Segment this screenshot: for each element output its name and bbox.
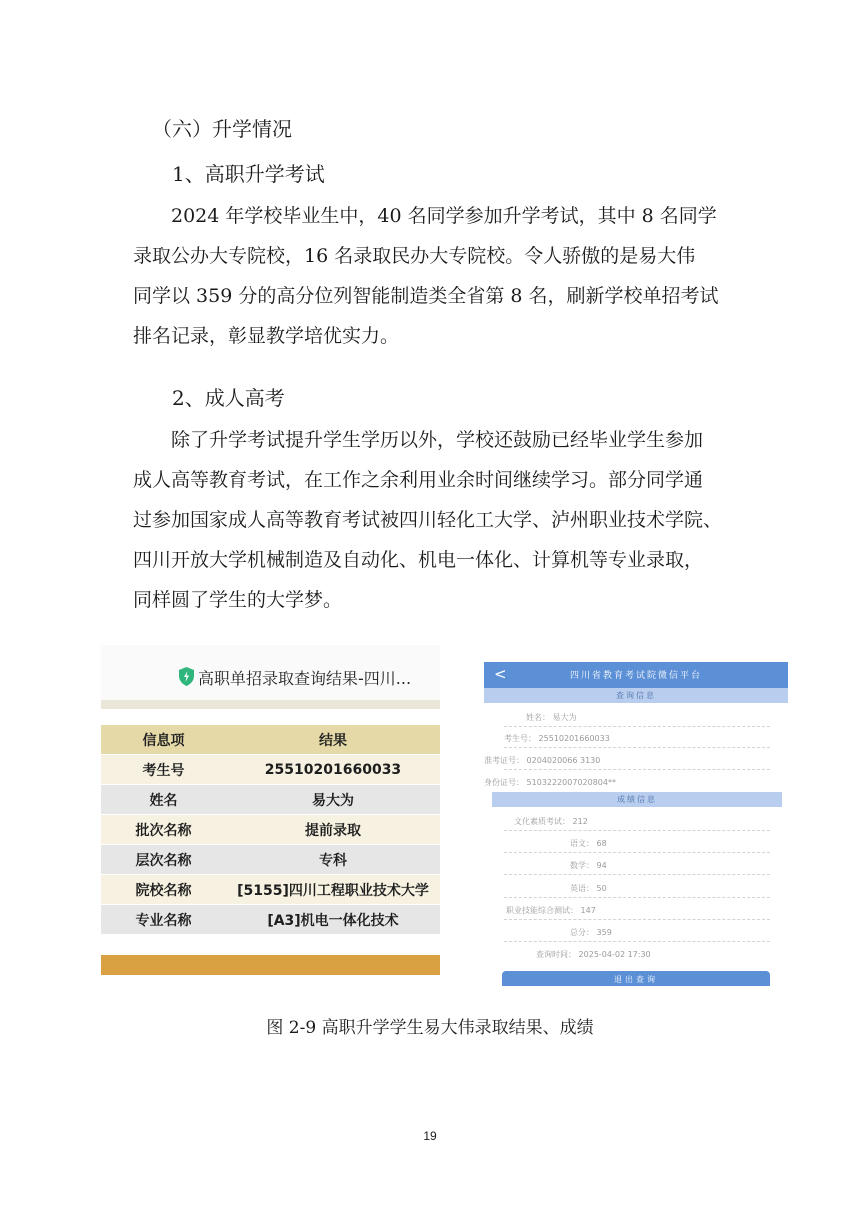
field-row	[504, 733, 610, 744]
shield-icon	[179, 667, 194, 686]
table-cell: [A3]机电一体化技术	[226, 905, 440, 935]
field-label: 文化素质考试：	[514, 817, 570, 826]
field-row	[570, 883, 607, 894]
field-value: 50	[596, 884, 607, 893]
field-value: 68	[596, 839, 607, 848]
field-label: 语文：	[570, 839, 594, 848]
table-row	[101, 785, 440, 815]
paragraph-line: 过参加国家成人高等教育考试被四川轻化工大学、泸州职业技术学院、	[133, 509, 723, 531]
screenshot-title-bar	[101, 645, 440, 700]
subsection-heading-2: 2、成人高考	[172, 386, 285, 410]
table-cell: 提前录取	[226, 815, 440, 845]
table-row	[101, 845, 440, 875]
field-row	[570, 860, 607, 871]
field-label: 考生号：	[504, 734, 536, 743]
score-section-header: 成绩信息	[492, 792, 782, 807]
table-header-cell: 结果	[226, 725, 440, 755]
section-heading: （六）升学情况	[152, 117, 292, 141]
field-row	[526, 712, 577, 723]
admission-table	[101, 725, 440, 935]
paragraph-line: 同样圆了学生的大学梦。	[133, 589, 343, 611]
admission-result-screenshot	[101, 645, 440, 978]
table-row	[101, 875, 440, 905]
paragraph-1	[133, 196, 743, 356]
table-cell: 层次名称	[101, 845, 226, 875]
field-value: 2025-04-02 17:30	[578, 950, 651, 959]
divider	[504, 852, 770, 853]
table-cell: 姓名	[101, 785, 226, 815]
divider	[504, 769, 770, 770]
field-value: 0204020066 3130	[526, 756, 601, 765]
divider	[504, 726, 770, 727]
paragraph-line: 2024 年学校毕业生中，40 名同学参加升学考试，其中 8 名同学	[171, 205, 717, 227]
field-label: 身份证号：	[484, 778, 524, 787]
field-label: 姓名：	[526, 713, 550, 722]
paragraph-line: 除了升学考试提升学生学历以外，学校还鼓励已经毕业学生参加	[171, 429, 704, 451]
field-row	[514, 816, 588, 827]
divider	[504, 874, 770, 875]
table-header-cell: 信息项	[101, 725, 226, 755]
field-value: 25510201660033	[538, 734, 610, 743]
field-value: 94	[596, 861, 607, 870]
field-row	[506, 905, 596, 916]
field-value: 359	[596, 928, 612, 937]
field-row	[484, 777, 616, 788]
paragraph-line: 同学以 359 分的高分位列智能制造类全省第 8 名，刷新学校单招考试	[133, 285, 719, 307]
table-cell: 专科	[226, 845, 440, 875]
field-label: 准考证号：	[484, 756, 524, 765]
field-row	[536, 949, 651, 960]
paragraph-line: 成人高等教育考试，在工作之余利用业余时间继续学习。部分同学通	[133, 469, 704, 491]
divider	[504, 897, 770, 898]
divider	[504, 747, 770, 748]
page-number: 19	[423, 1129, 437, 1143]
score-result-screenshot	[484, 662, 788, 986]
divider	[504, 919, 770, 920]
table-row	[101, 905, 440, 935]
divider	[504, 941, 770, 942]
query-section-header: 查询信息	[484, 688, 788, 703]
field-label: 数学：	[570, 861, 594, 870]
platform-title: 四川省教育考试院微信平台	[569, 671, 702, 681]
exit-query-button[interactable]: 退出查询	[502, 971, 770, 986]
back-icon[interactable]: <	[494, 665, 507, 683]
divider	[504, 830, 770, 831]
field-row	[570, 838, 607, 849]
field-value: 易大为	[552, 713, 577, 722]
table-cell: 考生号	[101, 755, 226, 785]
table-cell: 专业名称	[101, 905, 226, 935]
paragraph-line: 录取公办大专院校，16 名录取民办大专院校。令人骄傲的是易大伟	[133, 245, 696, 267]
table-row	[101, 755, 440, 785]
paragraph-2	[133, 420, 743, 620]
field-row	[484, 755, 600, 766]
paragraph-line: 排名记录，彰显教学培优实力。	[133, 325, 400, 347]
field-value: 5103222007020804**	[526, 778, 616, 787]
field-value: 147	[580, 906, 596, 915]
paragraph-line: 四川开放大学机械制造及自动化、机电一体化、计算机等专业录取，	[133, 549, 704, 571]
field-label: 英语：	[570, 884, 594, 893]
wechat-title-bar	[484, 662, 788, 688]
table-row	[101, 815, 440, 845]
table-cell: 批次名称	[101, 815, 226, 845]
field-value: 212	[572, 817, 588, 826]
table-cell: 院校名称	[101, 875, 226, 905]
field-label: 总分：	[570, 928, 594, 937]
field-row	[570, 927, 612, 938]
field-label: 职业技能综合测试：	[506, 906, 578, 915]
screenshot-title: 高职单招录取查询结果-四川...	[198, 669, 412, 688]
footer-bar	[101, 955, 440, 975]
divider	[101, 700, 440, 709]
subsection-heading-1: 1、高职升学考试	[172, 162, 325, 186]
figure-caption: 图 2-9 高职升学学生易大伟录取结果、成绩	[266, 1018, 594, 1038]
table-cell: 25510201660033	[226, 755, 440, 785]
table-cell: 易大为	[226, 785, 440, 815]
field-label: 查询时间：	[536, 950, 576, 959]
table-header-row	[101, 725, 440, 755]
table-cell: [5155]四川工程职业技术大学	[226, 875, 440, 905]
